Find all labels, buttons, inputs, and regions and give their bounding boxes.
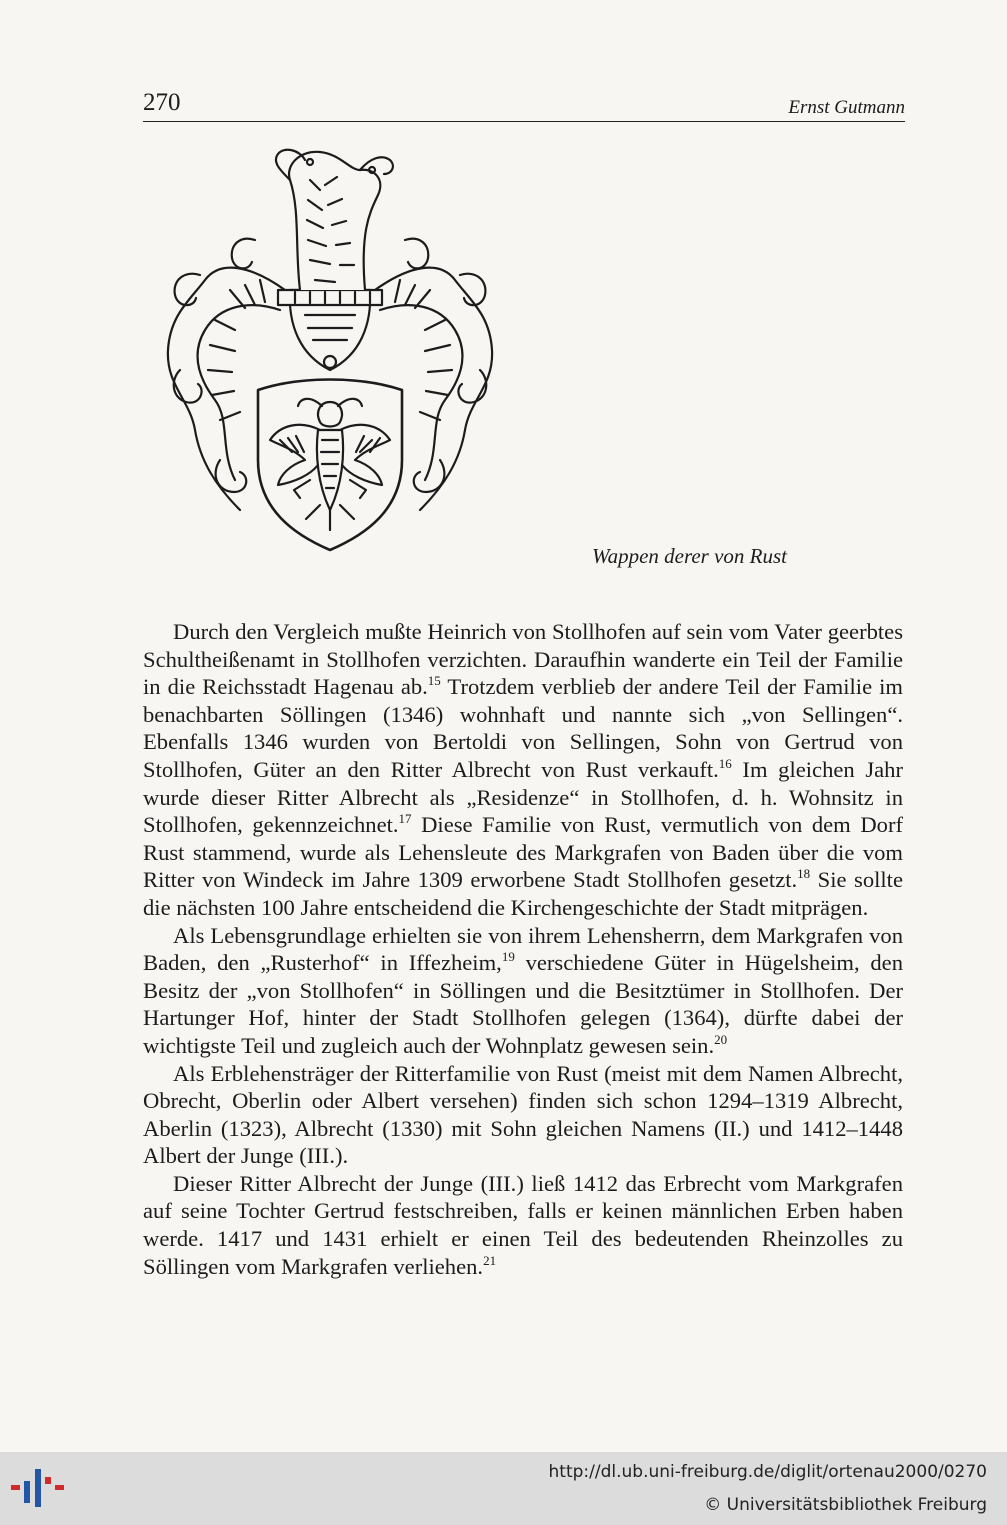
text-run: Als Lebensgrundlage erhielten sie von ihrem Lehensherrn, dem Markgrafen von Baden, den „Rusterhof“ in Iffezheim, <box>143 922 903 976</box>
footnote-ref: 18 <box>797 866 811 882</box>
text-run: verschiedene Güter in Hügelsheim, den Besitz der „von Stollhofen“ in Söllingen und die Besitztümer in Stollhofen. Der Hartunger Hof, hinter der Stadt Stollhofen gelegen (1364), dürfte dabei der wichtigste Teil und zugleich auch der Wohnplatz gewesen sein. <box>143 950 903 1058</box>
footnote-ref: 20 <box>714 1031 728 1047</box>
page-number: 270 <box>143 89 181 116</box>
footnote-ref: 15 <box>427 673 441 689</box>
body-text <box>143 618 903 1280</box>
coat-of-arms-icon <box>160 140 500 560</box>
paragraph <box>143 922 903 1060</box>
document-url-link[interactable]: http://dl.ub.uni-freiburg.de/diglit/ortenau2000/0270 <box>548 1462 987 1482</box>
running-head-author: Ernst Gutmann <box>788 97 905 118</box>
text-run: Als Erblehensträger der Ritterfamilie von Rust (meist mit dem Namen Albrecht, Obrecht, Oberlin oder Albert versehen) finden sich schon 1294–1319 Albrecht, Aberlin (1323), Albrecht (1330) mit Sohn gleichen Namens (II.) und 1412–1448 Albert der Junge (III.). <box>143 1060 903 1169</box>
text-run: Dieser Ritter Albrecht der Junge (III.) ließ 1412 das Erbrecht vom Markgrafen auf seine Tochter Gertrud festschreiben, falls er keinen männlichen Erben haben werde. 1417 und 1431 erhielt er einen Teil des bedeutenden Rheinzolles zu Söllingen vom Markgrafen verliehen. <box>143 1170 903 1279</box>
text-run: Diese Familie von Rust, vermutlich von dem Dorf Rust stammend, wurde als Lehensleute des Markgrafen von Baden über die vom Ritter von Windeck im Jahre 1309 erworbene Stadt Stollhofen gesetzt. <box>143 812 903 893</box>
text-run: Durch den Vergleich mußte Heinrich von Stollhofen auf sein vom Vater geerbtes Schultheißenamt in Stollhofen verzichten. Daraufhin wanderte ein Teil der Familie in die Reichsstadt Hagenau ab. <box>143 619 903 700</box>
footnote-ref: 17 <box>398 811 412 827</box>
figure-caption: Wappen derer von Rust <box>592 544 787 568</box>
header-rule <box>143 121 905 122</box>
paragraph <box>143 618 903 922</box>
footnote-ref: 16 <box>718 755 732 771</box>
copyright-notice: © Universitätsbibliothek Freiburg <box>704 1495 987 1515</box>
footnote-ref: 21 <box>483 1252 497 1268</box>
paragraph <box>143 1170 903 1280</box>
text-run: Im gleichen Jahr wurde dieser Ritter Albrecht als „Residenze“ in Stollhofen, d. h. Wohnsitz in Stollhofen, gekennzeichnet. <box>143 756 903 838</box>
paragraph <box>143 1060 903 1170</box>
ub-freiburg-logo-icon[interactable] <box>9 1463 67 1513</box>
footnote-ref: 19 <box>501 949 515 965</box>
text-run: Trotzdem verblieb der andere Teil der Familie im benachbarten Söllingen (1346) wohnhaft und nannte sich „von Sellingen“. Ebenfalls 1346 wurden von Bertoldi von Sellingen, Sohn von Gertrud von Stollhofen, Güter an den Ritter Albrecht von Rust verkauft. <box>143 674 903 782</box>
viewer-footer <box>0 1452 1007 1525</box>
text-run: Sie sollte die nächsten 100 Jahre entscheidend die Kirchengeschichte der Stadt mitprägen. <box>143 867 903 920</box>
